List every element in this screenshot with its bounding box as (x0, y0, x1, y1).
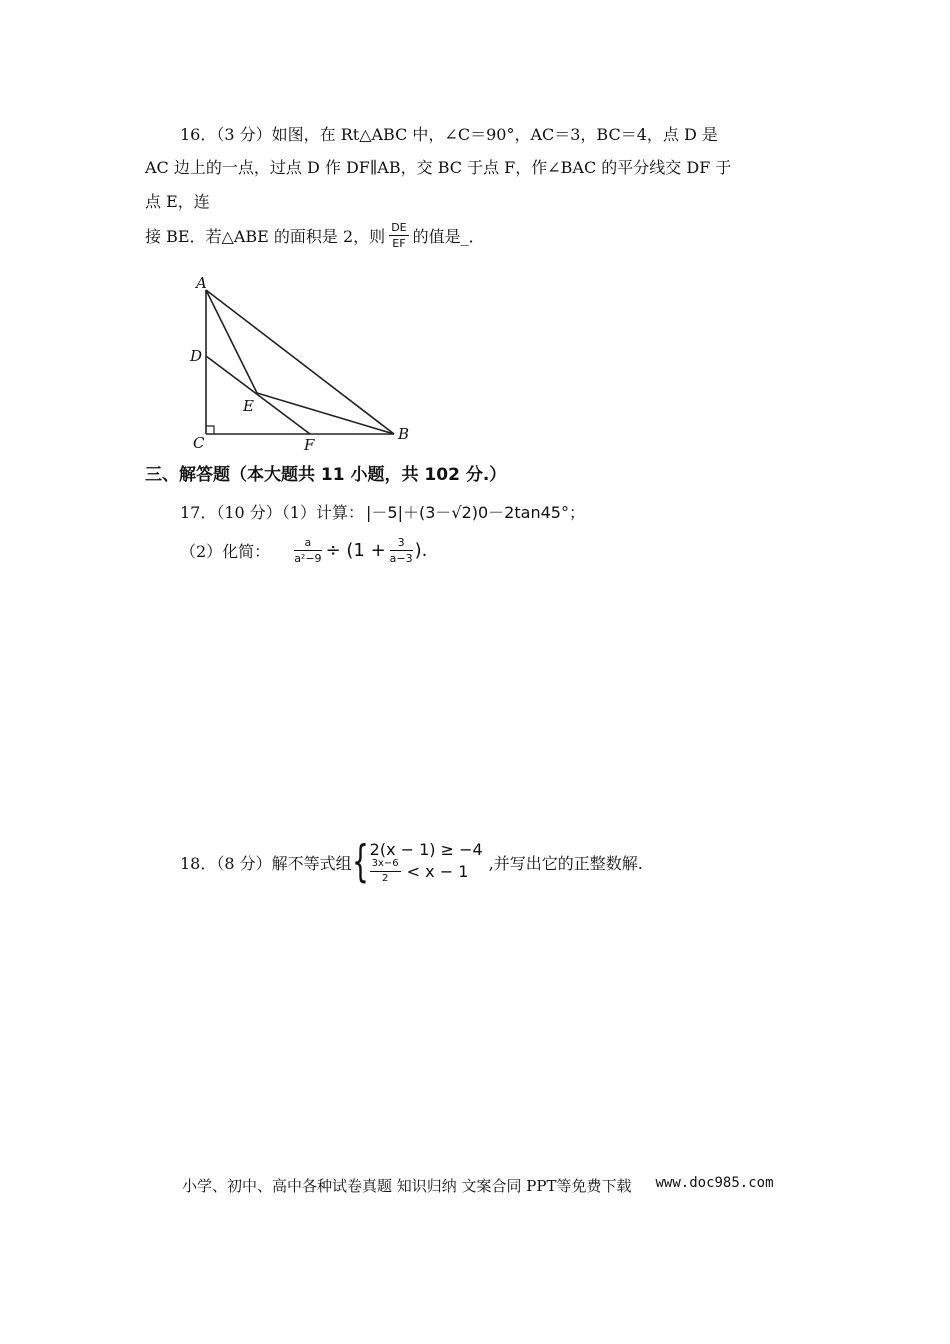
footer-url[interactable]: www.doc985.com (655, 1175, 774, 1191)
left-brace-symbol: { (351, 836, 369, 887)
q16-line4-post: 的值是_． (412, 227, 485, 246)
label-b: B (398, 425, 410, 443)
q17-frac2 (390, 537, 413, 564)
q18-ineq2-frac (370, 859, 401, 884)
q17-frac1-den: a²−9 (294, 551, 322, 565)
q16-line3: 点 E，连 (145, 192, 210, 211)
footer-text: 小学、初中、高中各种试卷真题 知识归纳 文案合同 PPT等免费下载 (182, 1177, 632, 1195)
q17-operator: ÷ (1 + (325, 539, 386, 561)
q17-frac1 (294, 537, 321, 564)
q17-close: ). (414, 539, 428, 561)
q17-part1-expr: |－5|＋(3－√2)0－2tan45° (366, 503, 569, 522)
q18-ineq2-frac-den: 2 (381, 873, 389, 884)
q17-part2-pre: （2）化简： (180, 541, 271, 561)
right-angle-mark (206, 426, 214, 434)
triangle-figure (180, 272, 420, 457)
q18-ineq2 (370, 859, 483, 884)
label-f: F (304, 436, 315, 454)
label-d: D (190, 347, 203, 365)
q17-part2 (180, 530, 427, 570)
q16-frac-num: DE (391, 221, 407, 234)
q17-frac2-num: 3 (390, 537, 413, 551)
segment-ab (206, 290, 394, 434)
footer (182, 1175, 774, 1196)
label-e: E (243, 397, 254, 415)
label-a: A (196, 274, 207, 292)
q16-line4-pre: 接 BE．若△ABE 的面积是 2，则 (145, 227, 386, 246)
q18 (180, 832, 643, 892)
q18-system (370, 840, 483, 884)
q16-frac-den: EF (392, 237, 406, 250)
q17-part1 (180, 500, 585, 523)
q18-pre: 18．（8 分）解不等式组 (180, 853, 352, 873)
q17-part1-pre: 17．（10 分）（1）计算： (180, 503, 364, 522)
q16-line2: AC 边上的一点，过点 D 作 DF∥AB，交 BC 于点 F，作∠BAC 的平分线交 DF 于 (145, 158, 732, 177)
q17-frac1-num: a (294, 537, 321, 551)
q18-ineq1: 2(x − 1) ≥ −4 (369, 840, 483, 859)
q18-post: ,并写出它的正整数解. (488, 853, 643, 873)
segment-ae (206, 290, 257, 393)
q18-ineq2-frac-num: 3x−6 (370, 859, 401, 872)
section-title: 三、解答题（本大题共 11 小题，共 102 分.） (145, 465, 507, 485)
segment-df (206, 356, 310, 434)
q18-ineq2-rest: < x − 1 (406, 862, 469, 881)
segment-eb (257, 393, 394, 434)
q16-fraction (389, 222, 408, 249)
label-c: C (193, 434, 205, 452)
q17-part1-post: ； (568, 503, 585, 522)
q16-line1: 16．（3 分）如图，在 Rt△ABC 中，∠C＝90°，AC＝3，BC＝4，点 D 是 (180, 125, 718, 144)
q17-frac2-den: a−3 (389, 551, 413, 565)
q16-line4 (145, 222, 485, 249)
